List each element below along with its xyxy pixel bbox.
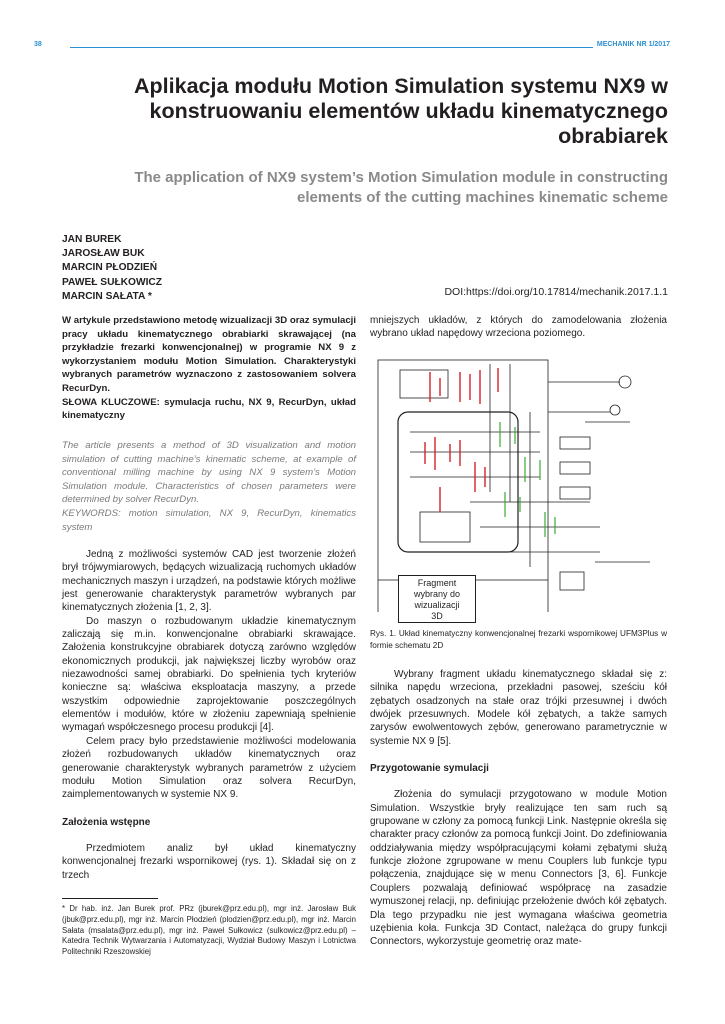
footnote: * Dr hab. inż. Jan Burek prof. PRz (jburek@prz.edu.pl), mgr inż. Jarosław Buk (jbuk@prz.edu.pl), mgr inż. Marcin Płodzień (plodzien@prz.edu.pl), mgr inż. Marcin Sałata (msalata@prz.edu.pl), mgr inż. Paweł Sułkowicz (sulkowicz@prz.edu.pl) – Katedra Technik Wytwarzania i Automatyzacji, Wydział Budowy Maszyn i Lotnictwa Politechniki Rzeszowskiej <box>62 904 356 957</box>
paragraph: Jedną z możliwości systemów CAD jest tworzenie złożeń brył trójwymiarowych, będących wizualizacją ruchomych układów mechanicznych maszyn i urządzeń, na podstawie których możliwe jest generowanie charakterystyk parametrów wybranych par kinematycznych złożenia [1, 2, 3]. <box>62 549 356 614</box>
title-english: The application of NX9 system’s Motion Simulation module in constructing elements of the cutting machines kinematic scheme <box>134 169 668 206</box>
abstract-english <box>62 439 356 534</box>
paragraph: Wybrany fragment układu kinematycznego składał się z: silnika napędu wrzeciona, przekładni pasowej, sześciu kół zębatych osadzonych na stałe oraz trójki przesuwnej i dwóch dwójek przesuwnych. Modele kół zębatych, a także samych zarysów ewolwentowych zębów, generowano parametrycznie w systemie NX 9 [5]. <box>370 669 667 747</box>
body-right-top: mniejszych układów, z których do zamodelowania złożenia wybrano układ napędowy wrzeciona poziomego. <box>370 315 667 340</box>
author: JAN BUREK <box>62 234 122 245</box>
keywords: SŁOWA KLUCZOWE: symulacja ruchu, NX 9, RecurDyn, układ kinematyczny <box>62 396 356 422</box>
author: MARCIN SAŁATA * <box>62 290 152 302</box>
page-number: 38 <box>34 41 45 48</box>
body-right <box>370 668 667 949</box>
body-left <box>62 548 356 882</box>
figure-caption: Rys. 1. Układ kinematyczny konwencjonalnej frezarki wspornikowej UFM3Plus w formie schematu 2D <box>370 629 667 650</box>
author: PAWEŁ SUŁKOWICZ <box>62 276 162 288</box>
paragraph: Złożenia do symulacji przygotowano w module Motion Simulation. Wszystkie bryły realizujące ten sam ruch są grupowane w człony za pomocą funkcji Link. Następnie określa się charakter pracy członów za pomocą funkcji Joint. Do zdefiniowania oddziaływania między współpracującymi kołami zębatymi służą funkcje złożone zgrupowane w menu Couplers lub funkcje typu połączenia, znajdujące się w menu Connectors [3, 6]. Funkcje Couplers pozwalają definiować współpracę na zasadzie wymuszonej relacji, np. definiując przełożenie dwóch kół zębatych. Dla tego przypadku nie jest wymagana właściwa geometria uzębienia koła. Funkcja 3D Contact, należąca do grupy funkcji Connectors, wykorzystuje geometrię oraz mate- <box>370 789 667 948</box>
abstract-text: The article presents a method of 3D visualization and motion simulation of cutting machine’s kinematic scheme, at example of conventional milling machine by using NX 9 system’s Motion Simulation module. Characteristics of chosen parameters were determined by solver RecurDyn. <box>62 440 356 506</box>
paragraph: Do maszyn o rozbudowanym układzie kinematycznym zaliczają się m.in. konwencjonalne obrabiarki skrawające. Założenia konstrukcyjne obrabiarek dotyczą zarówno względów ekonomicznych produkcji, jak największej liczby wyrobów oraz niezawodności samej obrabiarki. Do spełnienia tych kryteriów konieczne są: właściwa eksploatacja maszyny, a przede wszystkim odpowiednie zaprojektowanie poszczególnych elementów i modułów, które w złożeniu zapewniają spełnienie wymagań współczesnego procesu produkcji [4]. <box>62 615 356 734</box>
author-list <box>62 233 162 304</box>
journal-header: MECHANIK NR 1/2017 <box>593 41 670 48</box>
callout-line: wizualizacji <box>414 600 460 610</box>
abstract-polish <box>62 314 356 423</box>
header-rule <box>70 47 670 48</box>
author: JAROSŁAW BUK <box>62 248 145 260</box>
figure-callout-box <box>398 575 476 623</box>
keywords: KEYWORDS: motion simulation, NX 9, RecurDyn, kinematics system <box>62 507 356 533</box>
callout-line: Fragment <box>417 578 457 588</box>
paragraph: Przedmiotem analiz był układ kinematyczny konwencjonalnej frezarki wspornikowej (rys. 1). Składał się on z trzech <box>62 842 356 881</box>
footnote-rule <box>62 898 158 899</box>
doi-link[interactable]: DOI:https://doi.org/10.17814/mechanik.2017.1.1 <box>444 286 668 298</box>
author: MARCIN PŁODZIEŃ <box>62 262 158 274</box>
section-heading: Założenia wstępne <box>62 816 151 828</box>
callout-line: wybrany do <box>413 589 461 599</box>
callout-line: 3D <box>431 611 443 621</box>
title-polish: Aplikacja modułu Motion Simulation systemu NX9 w konstruowaniu elementów układu kinematycznego obrabiarek <box>134 74 668 148</box>
abstract-text: W artykule przedstawiono metodę wizualizacji 3D oraz symulacji pracy układu kinematycznego obrabiarki skrawającej (na przykładzie frezarki konwencjonalnej) w programie NX 9 z wykorzystaniem modułu Motion Simulation. Charakterystyki wybranych parametrów wyznaczono z zastosowaniem solvera RecurDyn. <box>62 315 356 394</box>
section-heading: Przygotowanie symulacji <box>370 763 489 775</box>
paragraph: Celem pracy było przedstawienie możliwości modelowania złożeń rozbudowanych układów kinematycznych oraz generowanie charakterystyk wybranych parametrów z użyciem modułu Motion Simulation oraz solvera RecurDyn, zaimplementowanych w systemie NX 9. <box>62 735 356 801</box>
